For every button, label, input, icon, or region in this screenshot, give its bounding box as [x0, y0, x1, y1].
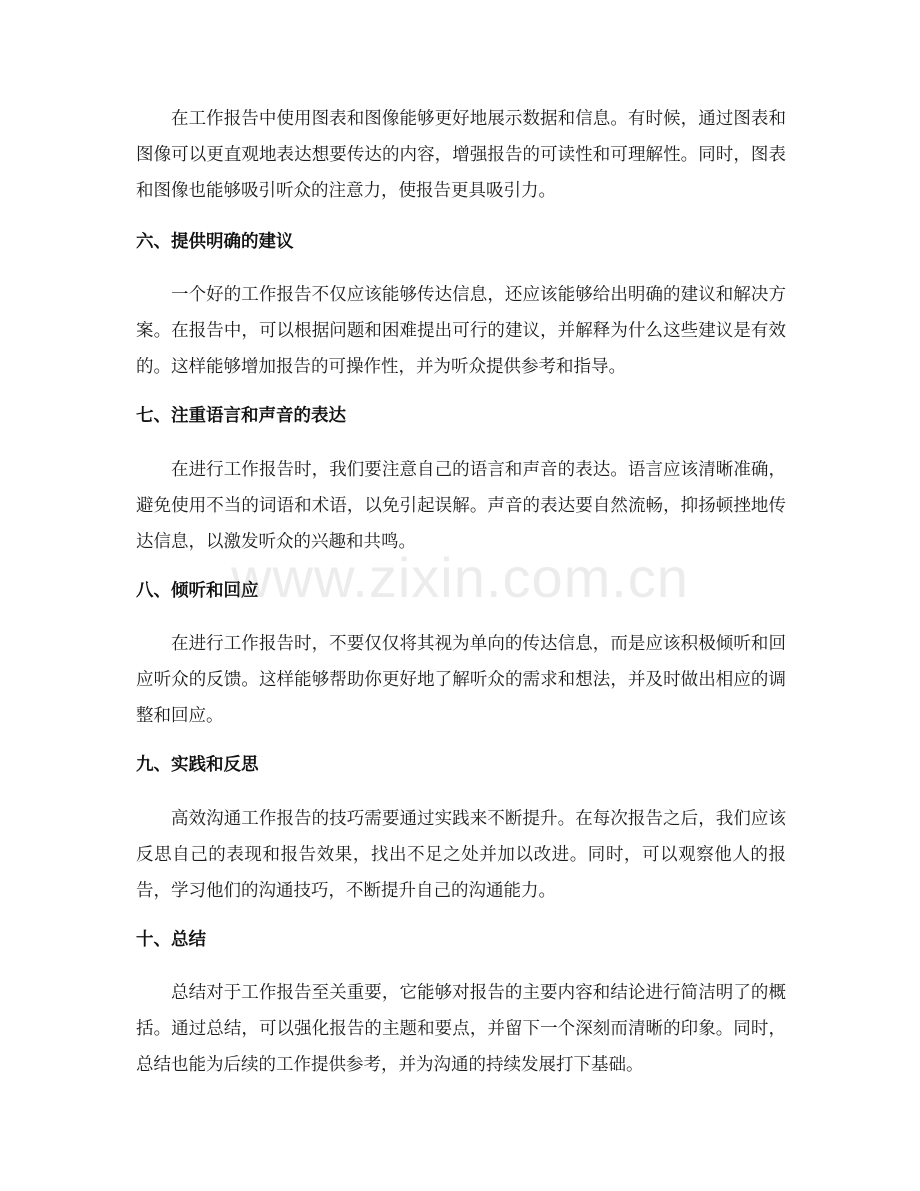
paragraph-section-7: 在进行工作报告时，我们要注意自己的语言和声音的表达。语言应该清晰准确，避免使用不当的词语和术语，以免引起误解。声音的表达要自然流畅，抑扬顿挫地传达信息，以激发听众的兴趣和共鸣。: [136, 460, 786, 552]
heading-section-6: 六、提供明确的建议: [136, 232, 294, 252]
paragraph-charts-images: 在工作报告中使用图表和图像能够更好地展示数据和信息。有时候，通过图表和图像可以更直观地表达想要传达的内容，增强报告的可读性和可理解性。同时，图表和图像也能够吸引听众的注意力，使报告更具吸引力。: [136, 109, 786, 201]
paragraph-section-10: 总结对于工作报告至关重要，它能够对报告的主要内容和结论进行简洁明了的概括。通过总结，可以强化报告的主题和要点，并留下一个深刻而清晰的印象。同时，总结也能为后续的工作提供参考，并为沟通的持续发展打下基础。: [136, 983, 786, 1075]
heading-section-10: 十、总结: [136, 930, 206, 950]
heading-section-9: 九、实践和反思: [136, 755, 259, 775]
paragraph-section-9: 高效沟通工作报告的技巧需要通过实践来不断提升。在每次报告之后，我们应该反思自己的表现和报告效果，找出不足之处并加以改进。同时，可以观察他人的报告，学习他们的沟通技巧，不断提升自己的沟通能力。: [136, 809, 786, 901]
watermark-text: www.zixin.com.cn: [231, 546, 689, 609]
paragraph-section-8: 在进行工作报告时，不要仅仅将其视为单向的传达信息，而是应该积极倾听和回应听众的反馈。这样能够帮助你更好地了解听众的需求和想法，并及时做出相应的调整和回应。: [136, 634, 786, 726]
heading-section-7: 七、注重语言和声音的表达: [136, 406, 346, 426]
paragraph-section-6: 一个好的工作报告不仅应该能够传达信息，还应该能够给出明确的建议和解决方案。在报告中，可以根据问题和困难提出可行的建议，并解释为什么这些建议是有效的。这样能够增加报告的可操作性，并为听众提供参考和指导。: [136, 285, 786, 377]
heading-section-8: 八、倾听和回应: [136, 581, 259, 601]
